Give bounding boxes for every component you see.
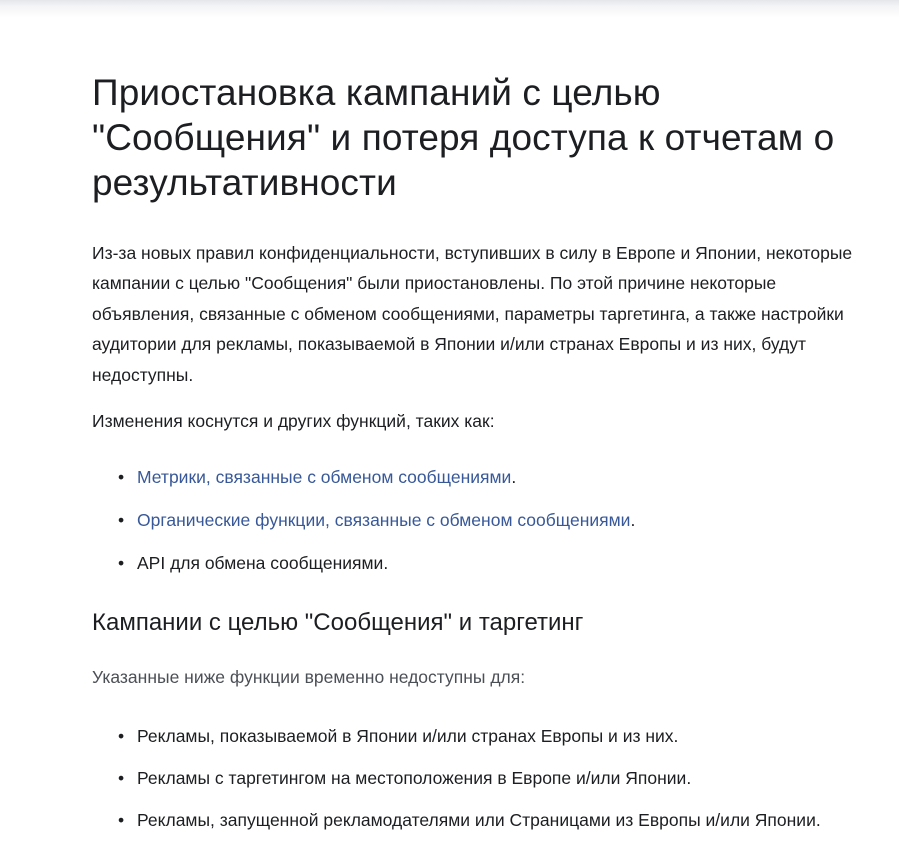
bullet: • <box>118 467 125 488</box>
section-intro: Указанные ниже функции временно недоступны для: <box>92 667 526 688</box>
messaging-api-text: API для обмена сообщениями. <box>137 553 389 574</box>
messaging-metrics-link[interactable]: Метрики, связанные с обменом сообщениями <box>137 467 512 488</box>
list-item-text: Рекламы, запущенной рекламодателями или Страницами из Европы и/или Японии. <box>137 810 821 831</box>
bullet: • <box>118 553 125 574</box>
list-item-suffix: . <box>511 467 517 488</box>
list-item-suffix: . <box>630 510 636 531</box>
list-item-text: Рекламы, показываемой в Японии и/или странах Европы и из них. <box>137 726 679 747</box>
affected-ads-list <box>92 722 862 834</box>
bullet: • <box>118 726 125 747</box>
list-item <box>92 722 862 750</box>
help-article <box>92 70 862 848</box>
bullet: • <box>118 810 125 831</box>
bullet: • <box>118 768 125 789</box>
article-title: Приостановка кампаний с целью "Сообщения" и потеря доступа к отчетам о результативности <box>92 72 835 203</box>
list-item-text: Рекламы с таргетингом на местоположения в Европе и/или Японии. <box>137 768 692 789</box>
changes-intro: Изменения коснутся и других функций, таких как: <box>92 411 495 432</box>
list-item <box>92 549 862 577</box>
organic-messaging-features-link[interactable]: Органические функции, связанные с обменом сообщениями <box>137 510 631 531</box>
bullet: • <box>118 510 125 531</box>
list-item <box>92 806 862 834</box>
top-bar-shadow <box>0 0 899 18</box>
list-item <box>92 764 862 792</box>
list-item <box>92 506 862 534</box>
affected-features-list <box>92 463 862 577</box>
list-item <box>92 463 862 491</box>
intro-paragraph: Из-за новых правил конфиденциальности, вступивших в силу в Европе и Японии, некоторые кампании с целью "Сообщения" были приостановлены. По этой причине некоторые объявления, связанные с обменом сообщениями, параметры таргетинга, а также настройки аудитории для рекламы, показываемой в Японии и/или странах Европы и из них, будут недоступны. <box>92 243 853 385</box>
section-title: Кампании с целью "Сообщения" и таргетинг <box>92 609 584 637</box>
